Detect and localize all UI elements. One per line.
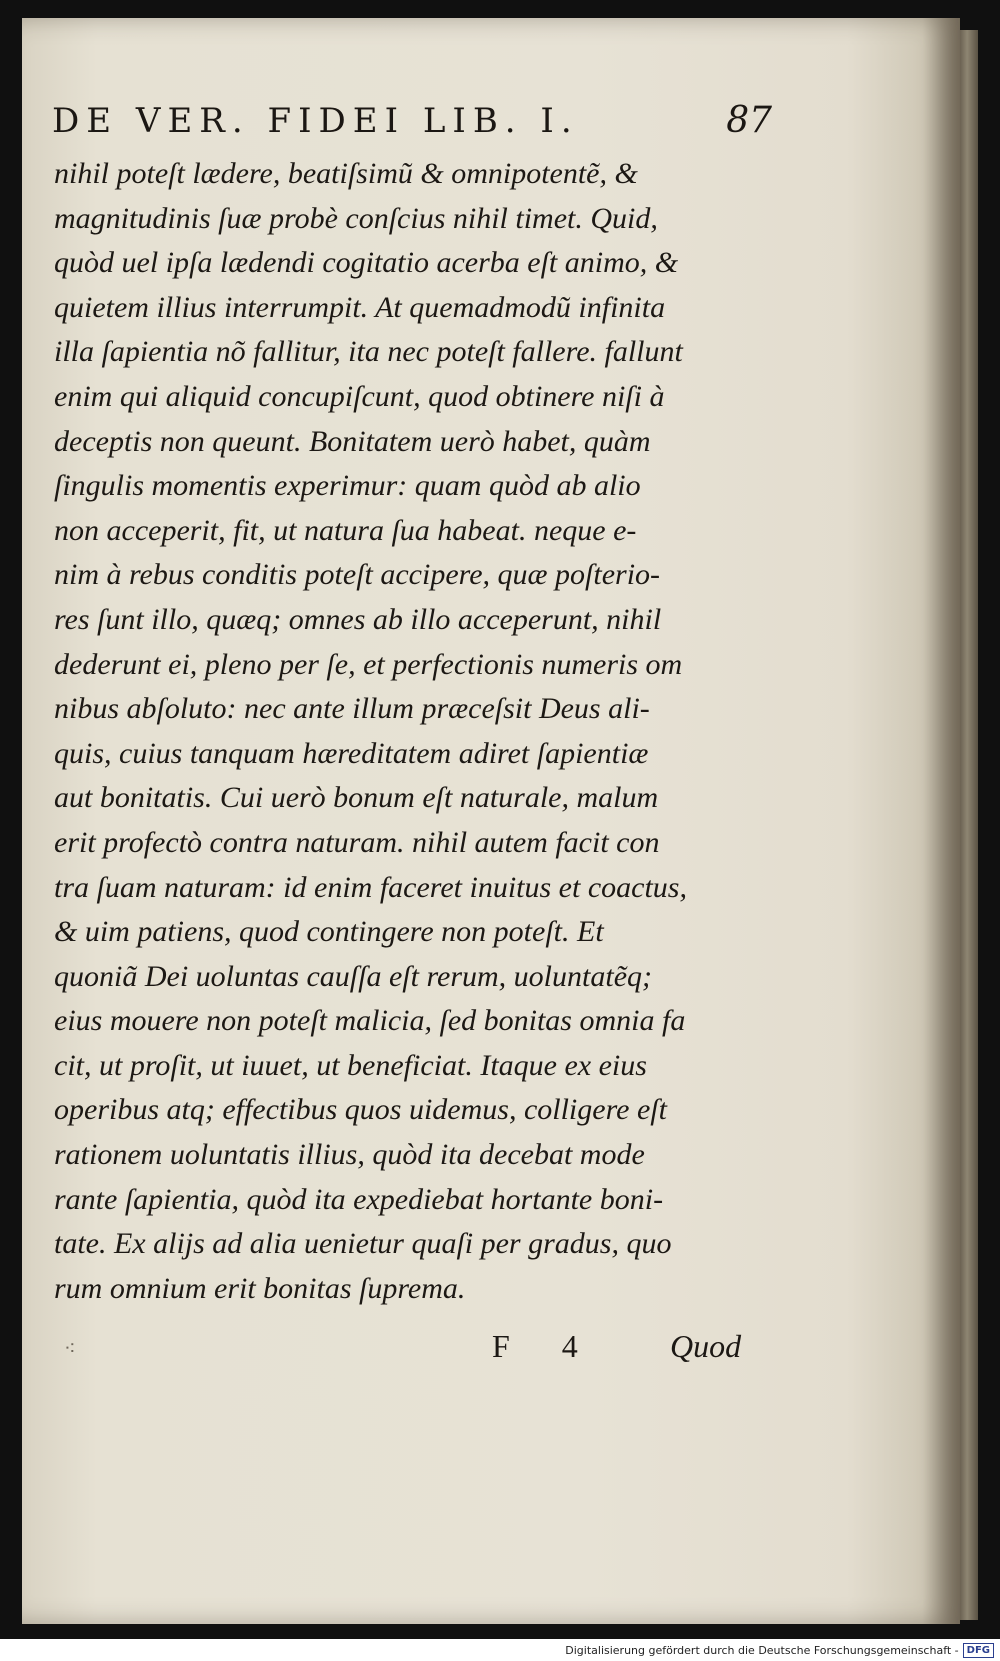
text-line: quòd uel ipſa lædendi cogitatio acerba eſt animo, & (54, 246, 679, 280)
text-line: nibus abſoluto: nec ante illum præceſsit Deus ali- (54, 692, 650, 726)
text-line: illa ſapientia nõ fallitur, ita nec poteſt fallere. fallunt (54, 335, 683, 369)
text-line: tate. Ex alijs ad alia uenietur quaſi per gradus, quo (54, 1227, 672, 1261)
text-line: operibus atq; effectibus quos uidemus, colligere eſt (54, 1093, 667, 1127)
text-line: quoniã Dei uoluntas cauſſa eſt rerum, uoluntatẽq; (54, 959, 652, 993)
digitization-footer (0, 1639, 1000, 1661)
text-line: erit profectò contra naturam. nihil autem facit con (54, 825, 660, 859)
page-number: 87 (726, 100, 772, 141)
running-head (52, 100, 772, 146)
text-line: res ſunt illo, quæq; omnes ab illo acceperunt, nihil (54, 602, 662, 636)
text-line: enim qui aliquid concupiſcunt, quod obtinere niſi à (54, 379, 665, 413)
text-line: rationem uoluntatis illius, quòd ita decebat mode (54, 1138, 645, 1172)
text-line: rum omnium erit bonitas ſuprema. (54, 1271, 466, 1305)
text-line: quis, cuius tanquam hæreditatem adiret ſapientiæ (54, 736, 649, 770)
catchword: Quod (670, 1328, 742, 1364)
body-text (54, 152, 754, 1311)
text-line: ſingulis momentis experimur: quam quòd ab alio (54, 469, 641, 503)
dfg-logo-icon: DFG (963, 1643, 994, 1658)
text-line: eius mouere non poteſt malicia, ſed bonitas omnia fa (54, 1004, 686, 1038)
text-line: & uim patiens, quod contingere non poteſt. Et (54, 915, 604, 949)
footer-credit: Digitalisierung gefördert durch die Deutsche Forschungsgemeinschaft - (565, 1643, 959, 1657)
page-edge (960, 30, 978, 1620)
text-line: quietem illius interrumpit. At quemadmodũ infinita (54, 290, 666, 324)
text-line: rante ſapientia, quòd ita expediebat hortante boni- (54, 1182, 664, 1216)
text-line: tra ſuam naturam: id enim faceret inuitus et coactus, (54, 870, 687, 904)
signature-mark: F 4 (492, 1328, 600, 1364)
text-line: non acceperit, fit, ut natura ſua habeat. neque e- (54, 513, 637, 547)
text-line: magnitudinis ſuæ probè conſcius nihil timet. Quid, (54, 201, 658, 235)
text-line: cit, ut proſit, ut iuuet, ut beneficiat. Itaque ex eius (54, 1048, 647, 1082)
signature-line (60, 1326, 760, 1374)
printer-mark: ⁖ (64, 1338, 76, 1360)
text-line: deceptis non queunt. Bonitatem uerò habet, quàm (54, 424, 651, 458)
text-line: nim à rebus conditis poteſt accipere, quæ poſterio- (54, 558, 661, 592)
text-line: aut bonitatis. Cui uerò bonum eſt naturale, malum (54, 781, 659, 815)
running-head-title: DE VER. FIDEI LIB. I. (52, 101, 579, 141)
text-line: dederunt ei, pleno per ſe, et perfectionis numeris om (54, 647, 683, 681)
text-line: nihil poteſt lædere, beatiſsimũ & omnipotentẽ, & (54, 157, 638, 190)
